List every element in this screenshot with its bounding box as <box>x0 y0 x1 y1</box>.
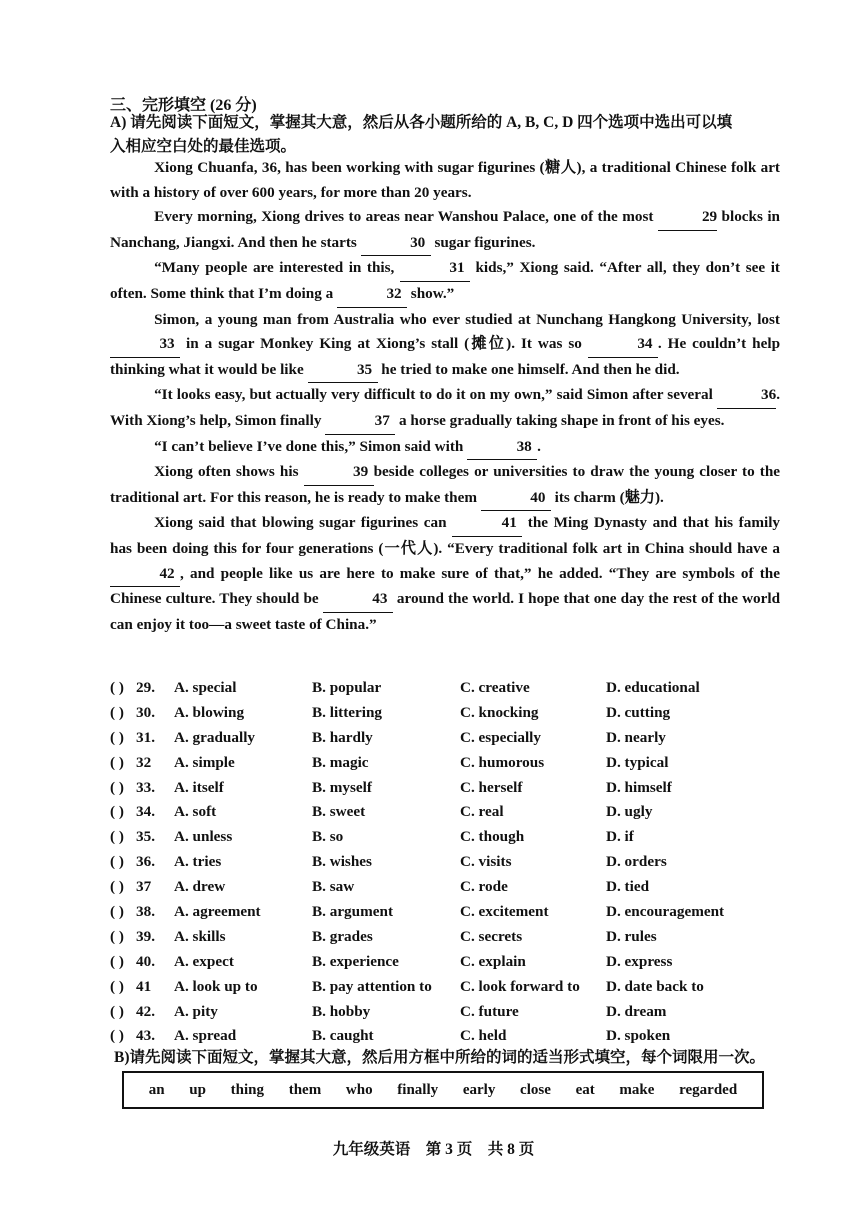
option-row <box>110 726 790 751</box>
passage-paragraph-8 <box>110 511 780 637</box>
question-number: 37 <box>136 878 152 896</box>
passage-text: the Ming Dynasty and that his family has been doing this for four generations (一代人). “Every traditional folk art in China should have a <box>110 514 781 557</box>
passage-text: . <box>537 437 541 455</box>
option-c: C. explain <box>460 952 526 970</box>
word-bank-item: early <box>462 1081 496 1098</box>
option-d: D. encouragement <box>606 903 725 921</box>
word-bank-item: them <box>288 1081 322 1098</box>
option-c: C. herself <box>460 778 523 796</box>
word-bank-item: eat <box>575 1081 595 1098</box>
page-footer: 九年级英语 第 3 页 共 8 页 <box>332 1141 535 1158</box>
option-row <box>110 800 790 825</box>
word-bank-item: who <box>345 1081 373 1098</box>
passage-text: “It looks easy, but actually very difficult to do it on my own,” said Simon after several <box>154 386 713 404</box>
option-a: A. blowing <box>174 703 245 721</box>
option-a: A. look up to <box>174 977 258 995</box>
word-bank-item: make <box>619 1081 655 1098</box>
option-a: A. soft <box>174 803 217 821</box>
blank-37: 37 <box>325 409 395 435</box>
passage-text: , and people like us are here to make sure of that,” he added. “They are symbols of the Chinese culture. They should be <box>110 564 780 608</box>
option-d: D. date back to <box>606 977 704 995</box>
option-a: A. expect <box>174 952 234 970</box>
option-a: A. special <box>174 679 237 696</box>
option-c: C. humorous <box>460 753 545 771</box>
answer-paren[interactable]: ( ) <box>110 952 124 970</box>
option-a: A. gradually <box>174 728 256 746</box>
blank-30: 30 <box>361 231 431 257</box>
option-a: A. itself <box>174 778 224 796</box>
question-number: 33. <box>136 778 155 796</box>
option-a: A. unless <box>174 828 233 846</box>
passage-text: Xiong often shows his <box>154 463 299 481</box>
option-b: B. saw <box>312 878 355 896</box>
option-row <box>110 900 790 925</box>
option-a: A. spread <box>174 1027 237 1045</box>
option-b: B. magic <box>312 753 369 771</box>
option-row <box>110 825 790 850</box>
passage-text: he tried to make one himself. And then he did. <box>381 360 680 378</box>
option-d: D. ugly <box>606 803 653 821</box>
word-bank-item: an <box>148 1081 165 1098</box>
option-b: B. wishes <box>312 853 372 871</box>
option-d: D. nearly <box>606 728 666 746</box>
blank-39: 39 <box>304 460 374 486</box>
question-number: 36. <box>136 853 155 871</box>
option-row <box>110 850 790 875</box>
answer-paren[interactable]: ( ) <box>110 1027 124 1045</box>
option-d: D. himself <box>606 778 672 796</box>
passage-text: . With Xiong’s help, Simon finally <box>110 386 781 429</box>
answer-paren[interactable]: ( ) <box>110 753 124 771</box>
word-bank-item: regarded <box>679 1081 738 1098</box>
part-a-instruction-line2: 入相应空白处的最佳选项。 <box>110 138 297 155</box>
option-row <box>110 950 790 975</box>
option-b: B. argument <box>312 903 393 921</box>
option-c: C. knocking <box>460 703 539 721</box>
option-b: B. myself <box>312 778 372 796</box>
question-number: 42. <box>136 1002 155 1020</box>
option-c: C. real <box>460 803 504 821</box>
option-d: D. tied <box>606 878 650 896</box>
question-number: 38. <box>136 903 155 921</box>
option-c: C. rode <box>460 878 508 896</box>
option-c: C. excitement <box>460 903 549 921</box>
answer-paren[interactable]: ( ) <box>110 828 124 846</box>
option-row <box>110 751 790 776</box>
blank-32: 32 <box>337 282 407 308</box>
word-bank-item: finally <box>397 1081 439 1098</box>
option-c: C. held <box>460 1027 507 1045</box>
blank-35: 35 <box>308 358 378 384</box>
option-d: D. educational <box>606 679 700 696</box>
option-b: B. grades <box>312 927 373 945</box>
question-number: 29. <box>136 679 155 696</box>
passage-text: show.” <box>410 284 455 302</box>
answer-paren[interactable]: ( ) <box>110 903 124 921</box>
part-a-instruction <box>110 111 782 159</box>
passage-text: a horse gradually taking shape in front of his eyes. <box>399 411 725 429</box>
passage-text: in a sugar Monkey King at Xiong’s stall (摊位). It was so <box>185 335 582 353</box>
option-d: D. spoken <box>606 1027 671 1045</box>
option-d: D. orders <box>606 853 667 871</box>
passage-text: Simon, a young man from Australia who ever studied at Nunchang Hangkong University, lost <box>154 310 780 328</box>
word-bank-item: up <box>189 1081 206 1098</box>
cloze-passage <box>110 156 780 637</box>
option-c: C. creative <box>460 679 530 696</box>
passage-text: sugar figurines. <box>434 233 536 251</box>
blank-34: 34 <box>588 332 658 358</box>
word-bank-box <box>122 1071 764 1109</box>
passage-paragraph-7 <box>110 460 780 511</box>
passage-text: “I can’t believe I’ve done this,” Simon said with <box>154 437 464 455</box>
word-bank-item: thing <box>230 1081 264 1098</box>
blank-33: 33 <box>110 332 180 358</box>
option-c: C. look forward to <box>460 977 580 995</box>
blank-29: 29 <box>658 205 717 231</box>
answer-paren[interactable]: ( ) <box>110 977 124 995</box>
word-bank-item: close <box>520 1081 551 1098</box>
answer-paren[interactable]: ( ) <box>110 679 124 696</box>
passage-text: Xiong said that blowing sugar figurines can <box>154 514 447 532</box>
question-number: 32 <box>136 753 152 771</box>
passage-text: beside colleges or universities to draw the young closer to the traditional art. For this reason, he is ready to make them <box>110 463 781 506</box>
option-a: A. simple <box>174 753 235 771</box>
option-row <box>110 925 790 950</box>
option-d: D. cutting <box>606 703 671 721</box>
question-number: 40. <box>136 952 155 970</box>
option-b: B. sweet <box>312 803 366 821</box>
blank-43: 43 <box>323 587 393 613</box>
option-b: B. hobby <box>312 1002 371 1020</box>
option-row <box>110 701 790 726</box>
part-a-instruction-line1: A) 请先阅读下面短文，掌握其大意，然后从各小题所给的 A, B, C, D 四个选项中选出可以填 <box>110 114 733 131</box>
passage-paragraph-1: Xiong Chuanfa, 36, has been working with sugar figurines (糖人), a traditional Chinese folk art with a history of over 600 years, for more than 20 years. <box>110 159 780 201</box>
answer-paren[interactable]: ( ) <box>110 728 124 746</box>
passage-text: its charm (魅力). <box>554 488 664 506</box>
option-c: C. future <box>460 1002 519 1020</box>
question-number: 34. <box>136 803 155 821</box>
option-b: B. so <box>312 828 344 846</box>
options-list <box>110 676 790 1049</box>
question-number: 43. <box>136 1027 155 1045</box>
option-row <box>110 875 790 900</box>
passage-text: . He couldn’t help thinking what it would be like <box>110 335 781 378</box>
passage-paragraph-2 <box>110 205 780 256</box>
option-a: A. tries <box>174 853 222 871</box>
passage-paragraph-5 <box>110 383 780 434</box>
question-number: 41 <box>136 977 152 995</box>
option-b: B. pay attention to <box>312 977 432 995</box>
question-number: 30. <box>136 703 155 721</box>
answer-paren[interactable]: ( ) <box>110 853 124 871</box>
passage-text: blocks in Nanchang, Jiangxi. And then he starts <box>110 208 780 251</box>
option-d: D. typical <box>606 753 669 771</box>
blank-31: 31 <box>400 256 470 282</box>
option-d: D. express <box>606 952 673 970</box>
question-number: 39. <box>136 927 155 945</box>
option-row <box>110 776 790 801</box>
answer-paren[interactable]: ( ) <box>110 1002 124 1020</box>
question-number: 31. <box>136 728 155 746</box>
question-number: 35. <box>136 828 155 846</box>
option-c: C. visits <box>460 853 512 871</box>
option-c: C. though <box>460 828 525 846</box>
option-b: B. littering <box>312 703 383 721</box>
option-a: A. pity <box>174 1002 218 1020</box>
answer-paren[interactable]: ( ) <box>110 778 124 796</box>
blank-36: 36 <box>717 383 776 409</box>
option-d: D. if <box>606 828 634 846</box>
option-a: A. drew <box>174 878 226 896</box>
passage-text: kids,” Xiong said. “After all, they don’t see it often. Some think that I’m doing a <box>110 259 780 302</box>
option-b: B. experience <box>312 952 399 970</box>
passage-paragraph-6 <box>110 435 780 461</box>
blank-42: 42 <box>110 562 180 588</box>
option-a: A. skills <box>174 927 226 945</box>
passage-text: around the world. I hope that one day the rest of the world can enjoy it too—a sweet taste of China.” <box>110 590 781 633</box>
option-b: B. popular <box>312 679 382 696</box>
passage-text: Every morning, Xiong drives to areas near Wanshou Palace, one of the most <box>154 208 654 226</box>
answer-paren[interactable]: ( ) <box>110 803 124 821</box>
answer-paren[interactable]: ( ) <box>110 703 124 721</box>
answer-paren[interactable]: ( ) <box>110 927 124 945</box>
passage-text: “Many people are interested in this, <box>154 259 395 277</box>
option-row <box>110 975 790 1000</box>
option-b: B. hardly <box>312 728 373 746</box>
option-c: C. secrets <box>460 927 523 945</box>
option-b: B. caught <box>312 1027 374 1045</box>
option-row <box>110 1000 790 1025</box>
passage-paragraph-3 <box>110 256 780 307</box>
option-a: A. agreement <box>174 903 261 921</box>
blank-41: 41 <box>452 511 522 537</box>
option-c: C. especially <box>460 728 541 746</box>
section-title: 三、完形填空 (26 分) <box>110 97 257 114</box>
blank-40: 40 <box>481 486 551 512</box>
option-row <box>110 676 790 701</box>
answer-paren[interactable]: ( ) <box>110 878 124 896</box>
part-b-instruction: B)请先阅读下面短文，掌握其大意，然后用方框中所给的词的适当形式填空，每个词限用一次。 <box>114 1049 766 1066</box>
blank-38: 38 <box>467 435 537 461</box>
passage-paragraph-4 <box>110 308 780 384</box>
option-d: D. rules <box>606 927 657 945</box>
option-d: D. dream <box>606 1002 667 1020</box>
